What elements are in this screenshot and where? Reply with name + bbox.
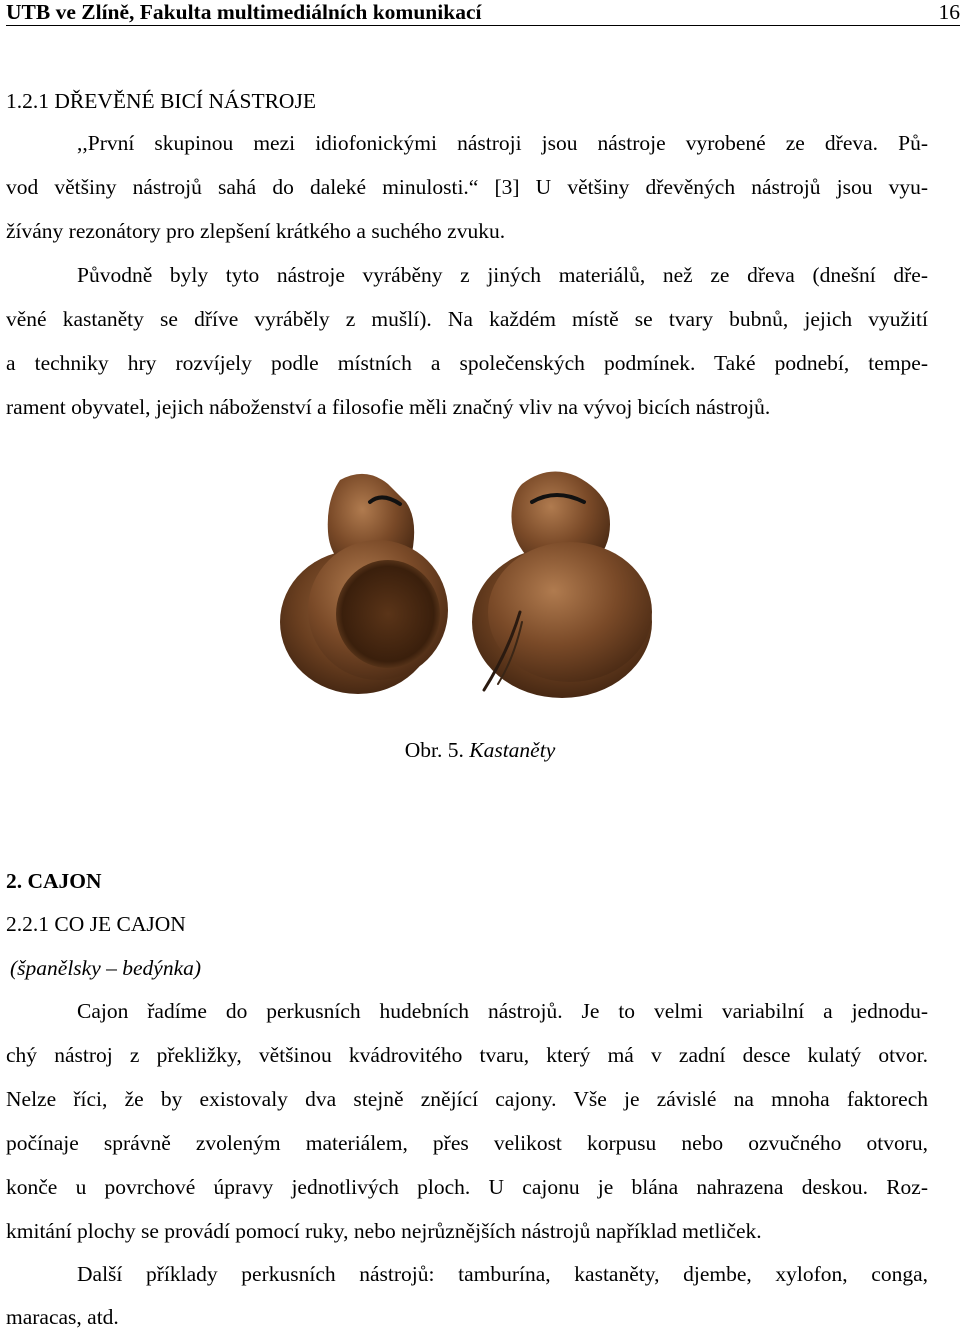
- text-line: Nelze říci, že by existovaly dva stejně znějící cajony. Vše je závislé na mnoha faktorech: [6, 1084, 928, 1114]
- text-line: konče u povrchové úpravy jednotlivých ploch. U cajonu je blána nahrazena deskou. Roz-: [6, 1172, 928, 1202]
- section-heading: 2.2.1 CO JE CAJON: [6, 909, 928, 939]
- section-heading: 1.2.1 DŘEVĚNÉ BICÍ NÁSTROJE: [6, 86, 928, 116]
- text-line: kmitání plochy se provádí pomocí ruky, nebo nejrůznějších nástrojů například metliček.: [6, 1216, 928, 1246]
- text-line: žívány rezonátory pro zlepšení krátkého a suchého zvuku.: [6, 216, 928, 246]
- castanet-right: [472, 472, 652, 699]
- header-title: UTB ve Zlíně, Fakulta multimediálních komunikací: [6, 0, 481, 25]
- text-line: ,,První skupinou mezi idiofonickými nástroji jsou nástroje vyrobené ze dřeva. Pů-: [77, 128, 928, 158]
- caption-prefix: Obr. 5.: [405, 738, 464, 762]
- text-line: maracas, atd.: [6, 1302, 928, 1332]
- figure-caption: [0, 735, 960, 765]
- text-line: věné kastaněty se dříve vyráběly z mušlí). Na každém místě se tvary bubnů, jejich využití: [6, 304, 928, 334]
- text-line: chý nástroj z překližky, většinou kvádrovitého tvaru, který má v zadní desce kulatý otvor.: [6, 1040, 928, 1070]
- text-line: počínaje správně zvoleným materiálem, přes velikost korpusu nebo ozvučného otvoru,: [6, 1128, 928, 1158]
- text-line: vod většiny nástrojů sahá do daleké minulosti.“ [3] U většiny dřevěných nástrojů jsou vyu-: [6, 172, 928, 202]
- text-line: a techniky hry rozvíjely podle místních a společenských podmínek. Také podnebí, tempe-: [6, 348, 928, 378]
- caption-title: Kastaněty: [469, 738, 555, 762]
- page-header: [6, 0, 960, 26]
- castanet-left: [280, 474, 448, 694]
- text-line: Další příklady perkusních nástrojů: tamburína, kastaněty, djembe, xylofon, conga,: [77, 1259, 928, 1289]
- text-line: Původně byly tyto nástroje vyráběny z jiných materiálů, než ze dřeva (dnešní dře-: [77, 260, 928, 290]
- text-line: rament obyvatel, jejich náboženství a filosofie měli značný vliv na vývoj bicích nástrojů.: [6, 392, 928, 422]
- text-line: Cajon řadíme do perkusních hudebních nástrojů. Je to velmi variabilní a jednodu-: [77, 996, 928, 1026]
- chapter-heading: 2. CAJON: [6, 866, 928, 896]
- section-subtitle: (španělsky – bedýnka): [10, 953, 932, 983]
- page-number: 16: [939, 0, 960, 25]
- castanets-image: [270, 462, 670, 698]
